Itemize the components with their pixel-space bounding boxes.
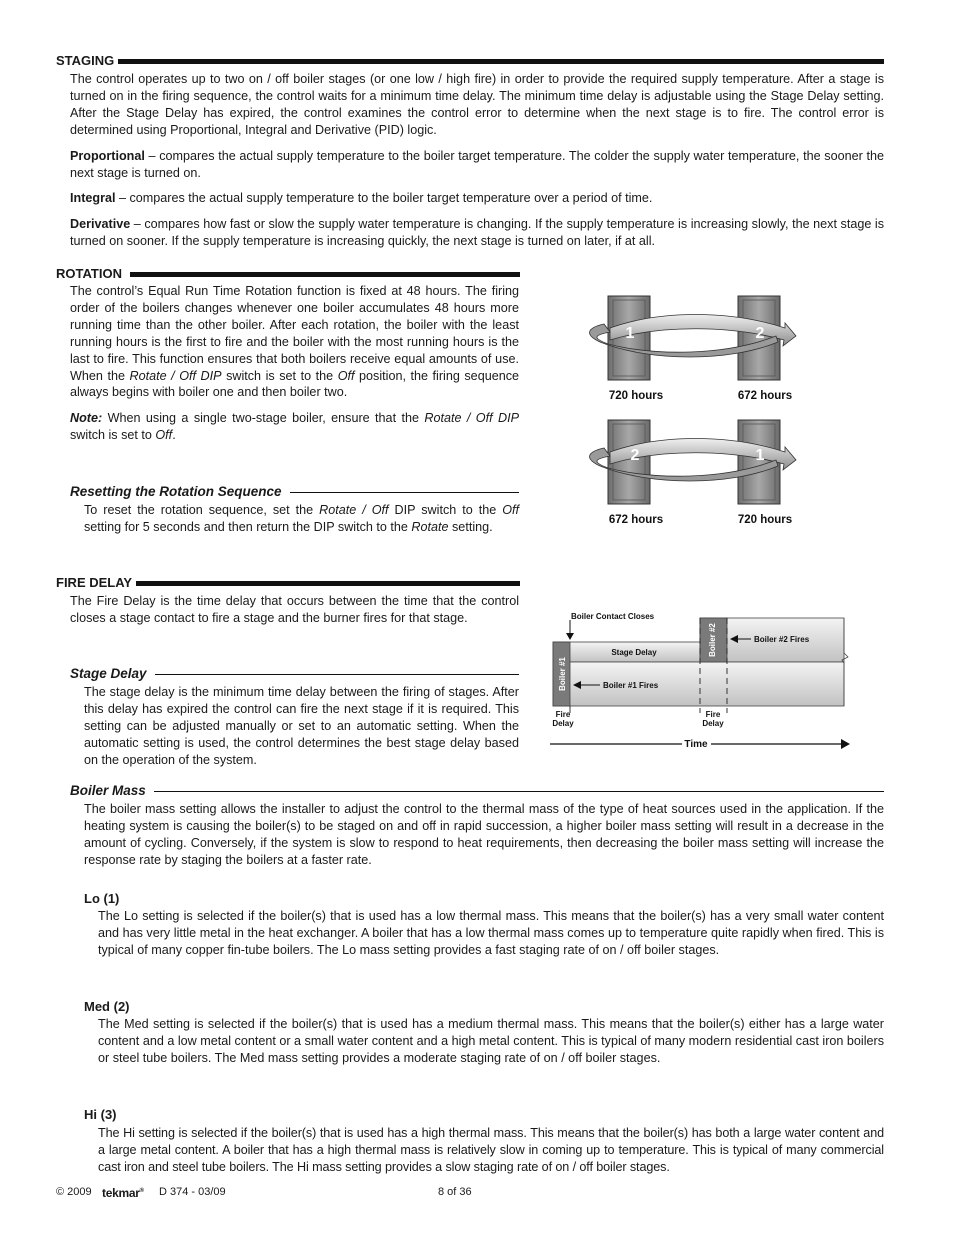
- fire-delay-diagram: [545, 605, 855, 755]
- boiler-mass-heading: Boiler Mass: [70, 783, 884, 800]
- staging-section: [70, 71, 884, 250]
- fire-delay-2-label: Fire: [705, 710, 721, 719]
- hours-bottom-right: 720 hours: [737, 514, 793, 526]
- boiler-mass-section: [84, 801, 884, 869]
- time-axis-label: Time: [684, 739, 708, 750]
- contact-closes-label: Boiler Contact Closes: [571, 612, 655, 621]
- subheading-rule: [290, 492, 519, 493]
- subheading-rule: [154, 791, 884, 792]
- reset-rotation-body: To reset the rotation sequence, set the Rotate / Off DIP switch to the Off setting for 5 seconds and then return the DIP switch to the Rotate setting.: [84, 503, 520, 534]
- med-section: [98, 1016, 884, 1067]
- staging-heading: STAGING: [56, 53, 884, 70]
- tekmar-logo: tekmar®: [102, 1186, 144, 1200]
- rotation-diagram: [580, 290, 820, 535]
- rotation-note: Note: When using a single two-stage boiler, ensure that the Rotate / Off DIP switch is set to Off.: [70, 411, 519, 443]
- document-number: D 374 - 03/09: [159, 1186, 226, 1198]
- stage-delay-section: [84, 684, 519, 769]
- hours-top-left: 720 hours: [608, 390, 664, 402]
- heading-rule: [136, 581, 520, 586]
- boiler-2-fires-label: Boiler #2 Fires: [754, 635, 810, 644]
- integral-paragraph: Integral – compares the actual supply temperature to the boiler target temperature over a period of time.: [70, 191, 653, 206]
- stage-delay-heading: Stage Delay: [70, 666, 519, 683]
- reset-rotation-section: [84, 502, 519, 536]
- fire-delay-body: The Fire Delay is the time delay that occurs between the time that the control closes a stage contact to fire a stage and the burner fires for that stage.: [70, 594, 519, 625]
- reset-rotation-heading: Resetting the Rotation Sequence: [70, 484, 519, 501]
- boiler-number-top-right: 2: [755, 325, 765, 342]
- boiler-2-bar-label: Boiler #2: [708, 623, 717, 657]
- med-body: The Med setting is selected if the boiler(s) that is used has a medium thermal mass. This means that the boiler(s) either has a large water content and a low metal content or a small water content and a high metal content. This is typical of many modern residential cast iron boilers or steel tube boilers. The Med mass setting provides a moderate staging rate of on / off boiler stages.: [98, 1017, 884, 1065]
- proportional-paragraph: Proportional – compares the actual supply temperature to the boiler target temperature. The colder the supply water temperature, the sooner the next stage is turned on.: [70, 148, 884, 180]
- fire-delay-2-label: Delay: [702, 719, 724, 728]
- fire-delay-1-label: Delay: [552, 719, 574, 728]
- footer: [56, 1184, 884, 1200]
- staging-body: The control operates up to two on / off boiler stages (or one low / high fire) in order to provide the required supply temperature. After a stage is turned on in the firing sequence, the control waits for a minimum time delay. The minimum time delay is adjustable using the Stage Delay setting. After the Stage Delay has expired, the control examines the control error to determine when the next stage is to fire. The control error is determined using Proportional, Integral and Derivative (PID) logic.: [70, 72, 884, 137]
- boiler-number-top-left: 1: [625, 325, 635, 342]
- lo-section: [98, 908, 884, 959]
- boiler-number-bottom-left: 2: [630, 447, 640, 464]
- boiler-number-bottom-right: 1: [755, 447, 765, 464]
- heading-rule: [118, 59, 884, 64]
- rotation-pair-top: [590, 296, 796, 402]
- rotation-pair-bottom: [590, 420, 796, 526]
- rotation-section: [70, 283, 519, 444]
- lo-heading: Lo (1): [84, 891, 120, 906]
- page-number: 8 of 36: [438, 1186, 472, 1198]
- med-heading: Med (2): [84, 999, 130, 1014]
- subheading-rule: [155, 674, 519, 675]
- boiler-1-bar-label: Boiler #1: [558, 657, 567, 691]
- hi-heading: Hi (3): [84, 1107, 117, 1122]
- hours-top-right: 672 hours: [737, 390, 793, 402]
- stage-delay-label: Stage Delay: [611, 648, 657, 657]
- boiler-1-fires-label: Boiler #1 Fires: [603, 681, 659, 690]
- heading-rule: [130, 272, 520, 277]
- lo-body: The Lo setting is selected if the boiler(s) that is used has a low thermal mass. This means that the boiler(s) has a very small water content and has very little metal in the heat exchanger. A boiler that has a low thermal mass comes up to temperature quite rapidly when fired. This is typical of many copper fin-tube boilers. The Lo mass setting provides a fast staging rate of on / off boiler stages.: [98, 909, 884, 957]
- copyright: © 2009: [56, 1186, 92, 1198]
- hi-section: [98, 1125, 884, 1176]
- rotation-body: The control’s Equal Run Time Rotation function is fixed at 48 hours. The firing order of the boilers changes whenever one boiler accumulates 48 hours more running time than the other boiler. After each rotation, the boiler with the least running hours is the first to fire and the boiler with the most running hours is the last to fire. This function ensures that both boilers receive equal amounts of use. When the Rotate / Off DIP switch is set to the Off position, the firing sequence always begins with boiler one and then boiler two.: [70, 284, 520, 400]
- stage-delay-body: The stage delay is the minimum time delay between the firing of stages. After this delay has expired the control can fire the next stage if it is required. This setting can be adjusted manually or set to an automatic setting. When the automatic setting is used, the control determines the best stage delay based on the operation of the system.: [84, 685, 519, 767]
- fire-delay-heading: FIRE DELAY: [56, 575, 520, 592]
- fire-delay-1-label: Fire: [555, 710, 571, 719]
- fire-delay-section: [70, 593, 519, 627]
- boiler-mass-body: The boiler mass setting allows the installer to adjust the control to the thermal mass of the type of heat sources used in the application. If the heating system is causing the boiler(s) to be staged on and off in rapid succession, a higher boiler mass setting will result in a decrease in the amount of cycling. Conversely, if the system is slow to respond to heat requirements, then decreasing the boiler mass setting will increase the response rate by staging the boilers at a faster rate.: [84, 802, 884, 867]
- rotation-heading: ROTATION: [56, 266, 520, 283]
- derivative-paragraph: Derivative – compares how fast or slow the supply water temperature is changing. If the supply temperature is increasing slowly, the next stage is turned on sooner. If the supply temperature is increasing quickly, the next stage is turned on later, if at all.: [70, 217, 884, 249]
- hours-bottom-left: 672 hours: [608, 514, 664, 526]
- hi-body: The Hi setting is selected if the boiler(s) that is used has a high thermal mass. This means that the boiler(s) has both a large water content and a large metal content. A boiler that has a high thermal mass is relatively slow in coming up to temperature. This is typical of many commercial cast iron and steel tube boilers. The Hi mass setting provides a slow staging rate of on / off boiler stages.: [98, 1126, 884, 1174]
